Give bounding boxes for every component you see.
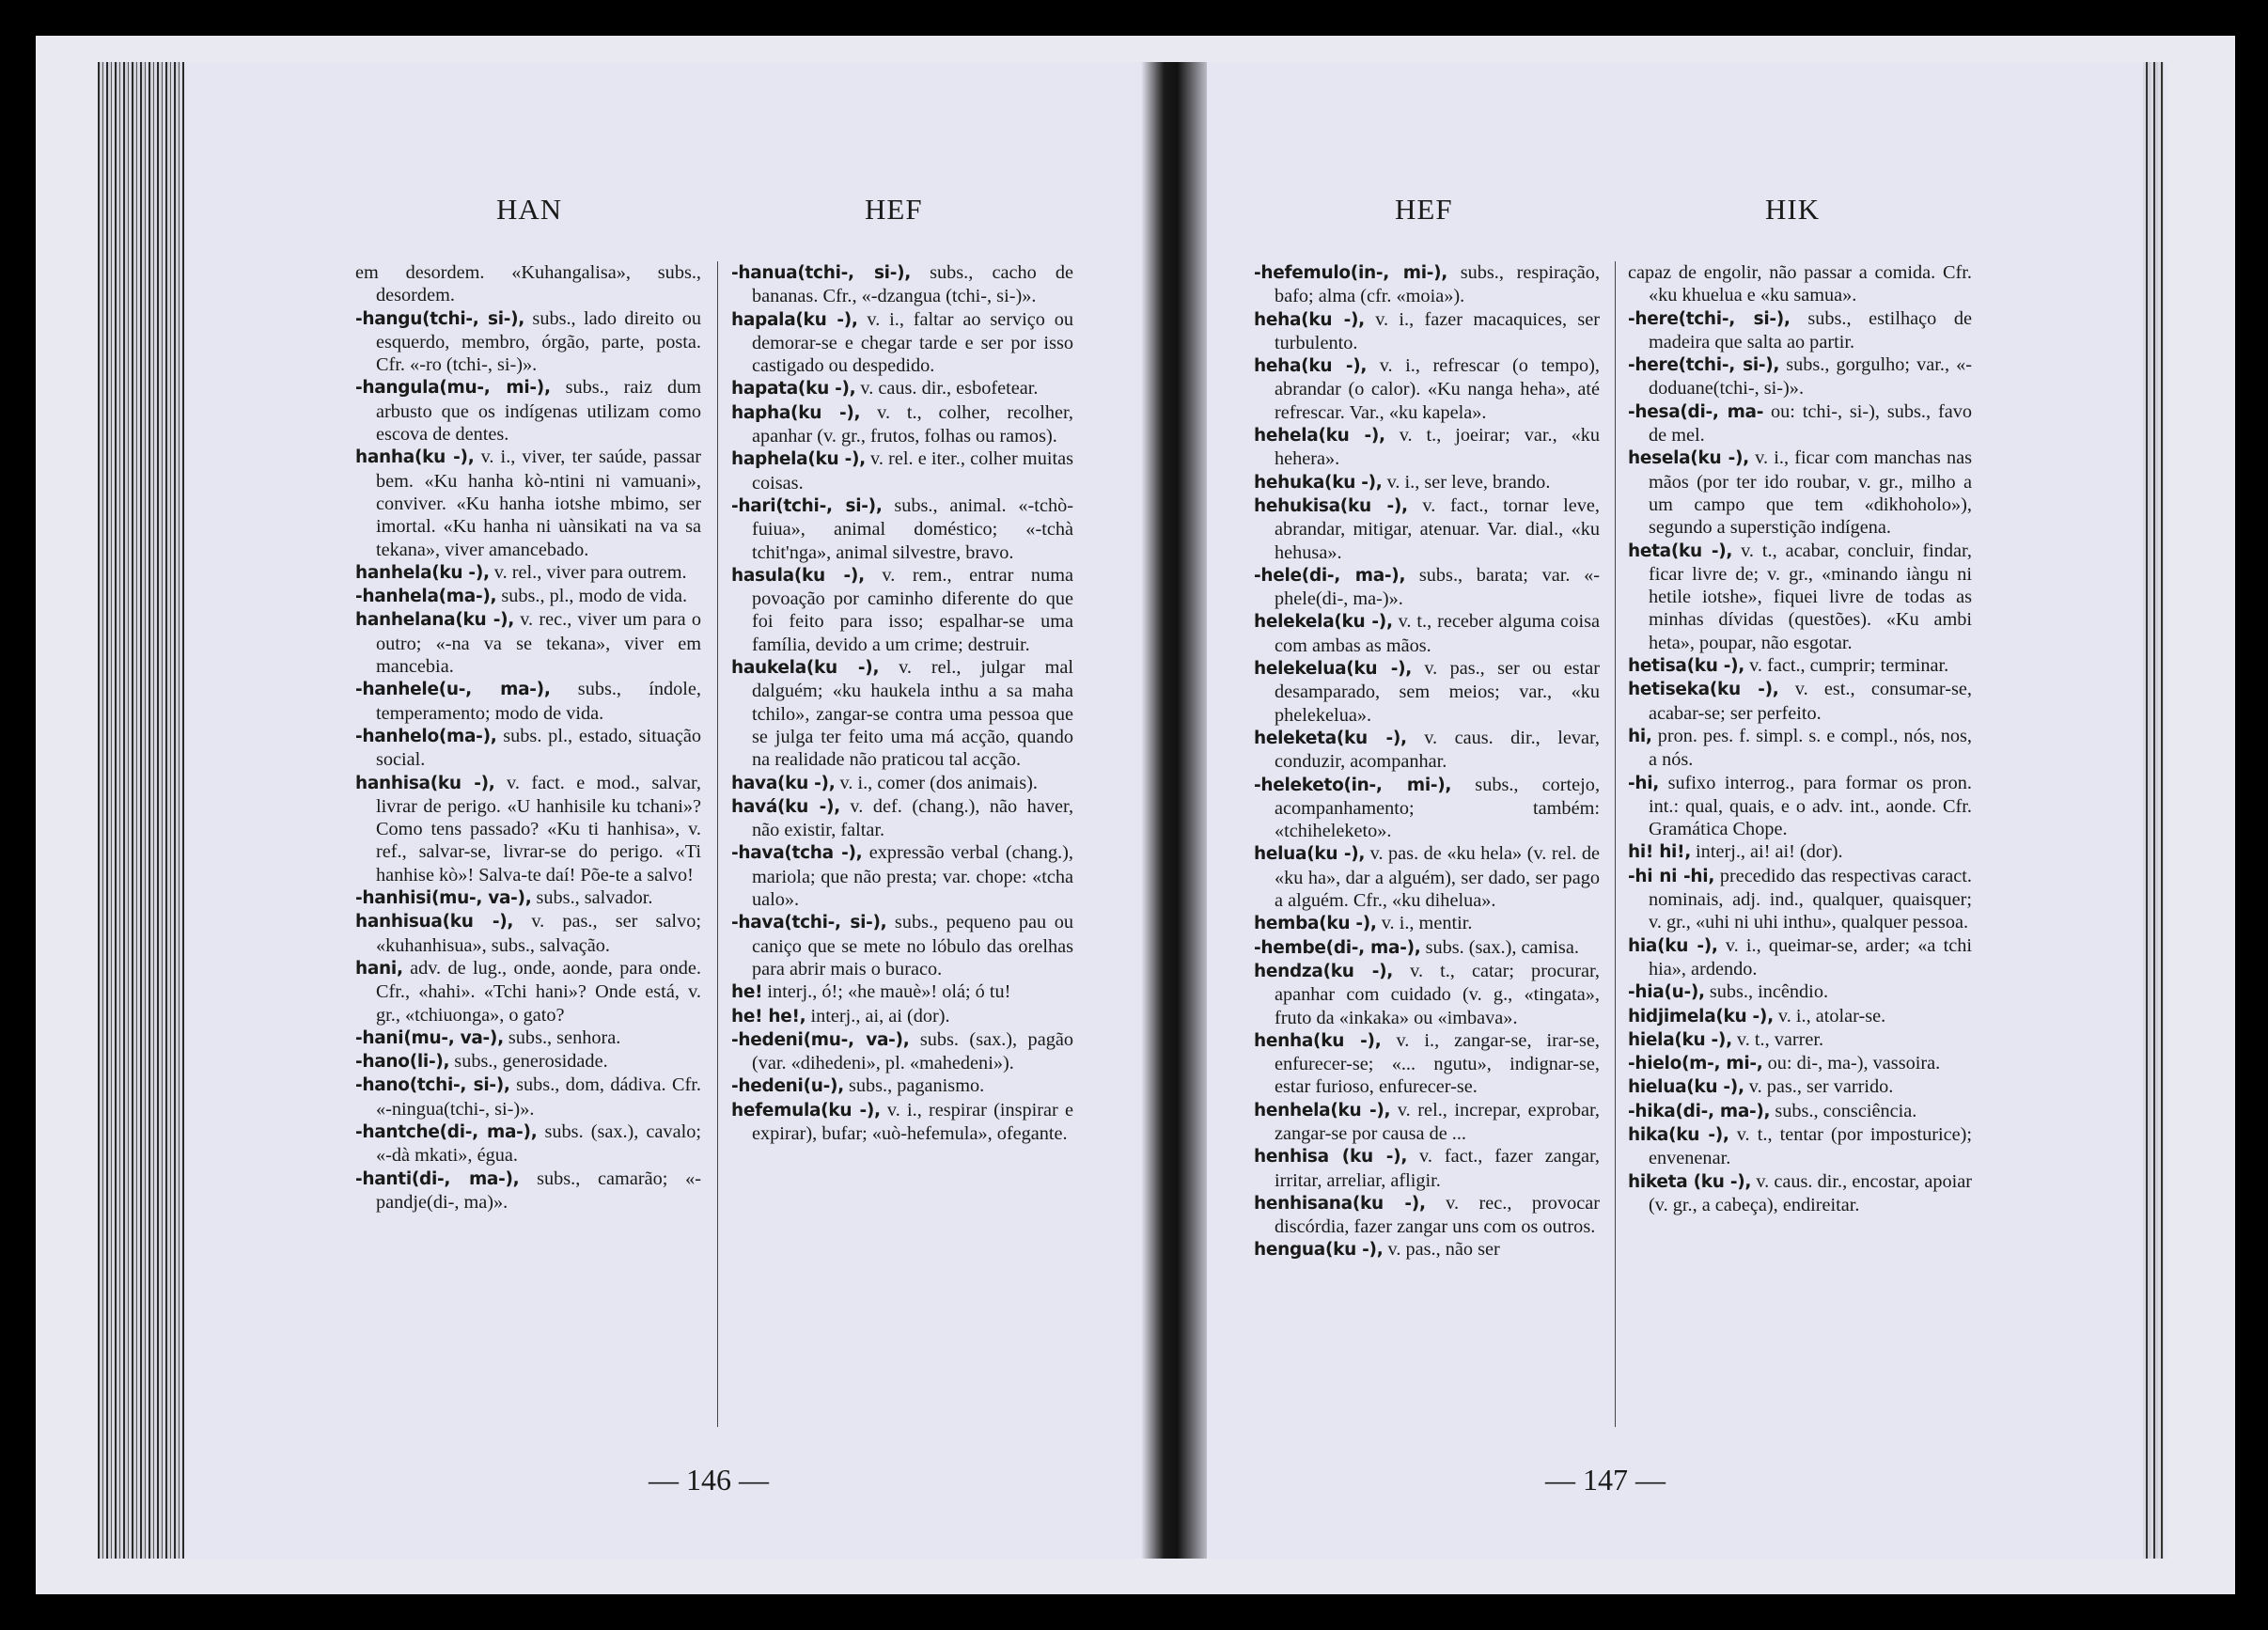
entry-definition: pron. pes. f. simpl. s. e compl., nós, nos, a nós. <box>1649 725 1972 771</box>
entry-headword: hanhelana(ku -), <box>355 610 514 631</box>
dictionary-entry <box>1254 424 1600 471</box>
entry-headword: -hesa(di-, ma- <box>1628 401 1764 422</box>
dictionary-entry <box>1628 1170 1972 1217</box>
entry-headword: -hedeni(u-), <box>731 1076 844 1097</box>
entry-headword: hetisa(ku -), <box>1628 656 1745 677</box>
dictionary-entry <box>1628 307 1972 354</box>
entry-headword: hetiseka(ku -), <box>1628 680 1779 700</box>
entry-headword: -hari(tchi-, si-), <box>731 495 883 516</box>
entry-definition: subs. pl., estado, situação social. <box>376 725 701 771</box>
left-page-header-right: HEF <box>865 193 923 226</box>
entry-headword: hapha(ku -), <box>731 402 861 423</box>
dictionary-entry <box>355 585 701 608</box>
entry-headword: -hangula(mu-, mi-), <box>355 378 551 399</box>
dictionary-entry <box>731 911 1073 980</box>
entry-headword: -here(tchi-, si-), <box>1628 308 1791 329</box>
entry-headword: -hanhela(ma-), <box>355 587 497 607</box>
entry-definition: adv. de lug., onde, aonde, para onde. Cfr., «hahi». «Tchi hani»? Onde está, v. gr., «tchiuonga», o gato? <box>376 957 701 1026</box>
dictionary-entry <box>731 772 1073 795</box>
dictionary-entry <box>355 678 701 725</box>
entry-definition: v. pas. de «ku hela» (v. rel. de «ku ha», dar a alguém), ser dado, ser pago a alguém. Cfr., «ku dihelua». <box>1275 843 1600 912</box>
entry-definition: v. pas., ser ou estar desamparado, sem meios; var., «ku phelekelua». <box>1275 658 1600 726</box>
dictionary-entry <box>731 401 1073 448</box>
entry-definition: v. i., respirar (inspirar e expirar), bufar; «uò-hefemula», ofegante. <box>752 1099 1073 1144</box>
entry-headword: -hika(di-, ma-), <box>1628 1101 1771 1121</box>
dictionary-entry <box>1254 261 1600 308</box>
entry-headword: heta(ku -), <box>1628 541 1733 561</box>
entry-headword: hendza(ku -), <box>1254 961 1394 981</box>
entry-definition: em desordem. «Kuhangalisa», subs., desordem. <box>355 262 701 306</box>
right-page-edge <box>2143 62 2164 1559</box>
entry-definition: sufixo interrog., para formar os pron. int.: qual, quais, e o adv. int., aonde. Cfr. Gramática Chope. <box>1649 772 1972 840</box>
entry-definition: subs., incêndio. <box>1709 981 1829 1003</box>
entry-headword: hidjimela(ku -), <box>1628 1006 1774 1027</box>
entry-definition: v. rec., viver um para o outro; «-na va se tekana», viver em mancebia. <box>376 609 701 678</box>
dictionary-entry <box>1628 261 1972 307</box>
dictionary-entry <box>1254 1099 1600 1146</box>
dictionary-entry <box>731 261 1073 308</box>
left-page-number: — 146 — <box>649 1463 769 1497</box>
dictionary-entry <box>355 1050 701 1074</box>
entry-headword: -hielo(m-, mi-, <box>1628 1054 1763 1074</box>
entry-headword: -here(tchi-, si-), <box>1628 355 1780 376</box>
entry-definition: v. i., queimar-se, arder; «a tchi hia», ardendo. <box>1649 934 1972 980</box>
entry-headword: -hanhele(u-, ma-), <box>355 680 551 700</box>
entry-headword: hiketa (ku -), <box>1628 1171 1752 1192</box>
entry-headword: hapata(ku -), <box>731 379 856 400</box>
dictionary-entry <box>355 376 701 446</box>
dictionary-entry <box>1254 1029 1600 1099</box>
dictionary-entry <box>1628 1075 1972 1099</box>
entry-headword: henha(ku -), <box>1254 1030 1382 1051</box>
dictionary-entry <box>1254 471 1600 494</box>
entry-headword: hanha(ku -), <box>355 447 475 468</box>
dictionary-entry <box>731 308 1073 378</box>
entry-headword: hika(ku -), <box>1628 1124 1729 1145</box>
entry-headword: hiela(ku -), <box>1628 1029 1732 1050</box>
entry-definition: v. t., colher, recolher, apanhar (v. gr., frutos, folhas ou ramos). <box>752 401 1074 447</box>
dictionary-entry <box>355 1121 701 1168</box>
dictionary-entry <box>1254 354 1600 424</box>
entry-headword: henhisa (ku -), <box>1254 1147 1408 1168</box>
entry-definition: subs., consciência. <box>1775 1100 1917 1121</box>
entry-headword: -hanti(di-, ma-), <box>355 1168 520 1189</box>
dictionary-entry <box>1628 840 1972 864</box>
entry-definition: subs., gorgulho; var., «-doduane(tchi-, si-)». <box>1649 354 1972 400</box>
entry-definition: precedido das respectivas caract. nominais, adj. ind., qualquer, quaisquer; v. gr., «uhi ni uhi inthu», qualquer pessoa. <box>1649 865 1972 933</box>
entry-headword: heleketa(ku -), <box>1254 728 1407 748</box>
entry-definition: v. t., receber alguma coisa com ambas as mãos. <box>1275 611 1600 656</box>
dictionary-entry <box>1628 400 1972 447</box>
entry-definition: subs. (sax.), camisa. <box>1425 936 1579 958</box>
entry-definition: v. caus. dir., levar, conduzir, acompanhar. <box>1275 727 1600 773</box>
dictionary-entry <box>1254 1192 1600 1239</box>
entry-headword: -hi ni -hi, <box>1628 866 1715 886</box>
entry-definition: v. rem., entrar numa povoação por caminho diferente do que foi feito para isso; espalhar-se uma família, devido a um crime; destruir. <box>752 564 1073 655</box>
left-page-column-2 <box>731 261 1073 1145</box>
dictionary-entry <box>1254 727 1600 774</box>
entry-headword: -hanhelo(ma-), <box>355 726 497 746</box>
entry-headword: henhisana(ku -), <box>1254 1193 1426 1214</box>
entry-definition: v. i., ser leve, brando. <box>1386 471 1551 493</box>
left-page-column-1 <box>355 261 701 1214</box>
column-divider <box>1615 261 1616 1427</box>
entry-definition: v. rel., julgar mal dalguém; «ku haukela inthu a sa maha tchilo», zangar-se contra uma pessoa que se julga ter feito uma má acção, quando na realidade não praticou tal acção. <box>752 657 1073 771</box>
dictionary-entry <box>1628 353 1972 400</box>
entry-headword: -hano(li-), <box>355 1052 450 1073</box>
entry-headword: -heleketo(in-, mi-), <box>1254 775 1452 795</box>
dictionary-entry <box>355 261 701 307</box>
right-page-number: — 147 — <box>1545 1463 1666 1497</box>
entry-definition: v. i., refrescar (o tempo), abrandar (o calor). «Ku nanga heha», até refrescar. Var., «ku kapela». <box>1275 355 1600 423</box>
entry-headword: hava(ku -), <box>731 773 836 793</box>
dictionary-entry <box>1628 540 1972 654</box>
dictionary-entry <box>1254 1145 1600 1192</box>
entry-definition: v. est., consumar-se, acabar-se; ser perfeito. <box>1649 679 1972 724</box>
entry-headword: henhela(ku -), <box>1254 1100 1391 1121</box>
right-page-header-right: HIK <box>1765 193 1821 226</box>
entry-definition: subs., paganismo. <box>848 1075 985 1097</box>
entry-definition: subs., dom, dádiva. Cfr. «-ningua(tchi-, si-)». <box>376 1074 701 1120</box>
entry-headword: -hembe(di-, ma-), <box>1254 937 1421 958</box>
entry-headword: -hi, <box>1628 773 1660 793</box>
dictionary-entry <box>1628 1028 1972 1052</box>
entry-definition: subs., respiração, bafo; alma (cfr. «moia»). <box>1275 262 1601 307</box>
entry-definition: v. i., ficar com manchas nas mãos (por ter ido roubar, v. gr., milho a um campo que tem «dikhoholo»), segundo a superstição indígena. <box>1649 447 1972 539</box>
entry-definition: subs., raiz dum arbusto que os indígenas utilizam como escova de dentes. <box>376 377 701 446</box>
entry-definition: v. t., varrer. <box>1736 1028 1824 1050</box>
entry-definition: subs., cacho de bananas. Cfr., «-dzangua (tchi-, si-)». <box>752 262 1074 307</box>
dictionary-entry <box>1628 1123 1972 1170</box>
dictionary-entry <box>355 561 701 585</box>
entry-definition: subs., estilhaço de madeira que salta ao partir. <box>1649 307 1973 353</box>
entry-definition: v. fact., cumprir; terminar. <box>1749 655 1949 677</box>
entry-definition: subs., senhora. <box>508 1027 621 1048</box>
entry-headword: hia(ku -), <box>1628 935 1718 956</box>
entry-headword: hanhisua(ku -), <box>355 912 514 933</box>
entry-definition: v. def. (chang.), não haver, não existir, faltar. <box>752 795 1074 841</box>
entry-definition: expressão verbal (chang.), mariola; que não presta; var. chope: «tcha ualo». <box>752 842 1074 911</box>
dictionary-entry <box>1628 654 1972 678</box>
entry-headword: -hanua(tchi-, si-), <box>731 263 911 283</box>
dictionary-entry <box>1254 842 1600 912</box>
entry-definition: subs., generosidade. <box>454 1051 608 1073</box>
entry-definition: v. i., zangar-se, irar-se, enfurecer-se; «... ngutu», indignar-se, estar furioso, enfurecer-se. <box>1275 1029 1600 1098</box>
entry-headword: hanhisa(ku -), <box>355 773 495 793</box>
dictionary-entry <box>355 307 701 377</box>
dictionary-entry <box>1254 610 1600 657</box>
book-gutter <box>1141 62 1207 1559</box>
dictionary-entry <box>355 1074 701 1121</box>
dictionary-entry <box>1254 564 1600 611</box>
dictionary-entry <box>731 656 1073 771</box>
entry-definition: v. i., comer (dos animais). <box>839 772 1038 793</box>
right-page-column-1 <box>1254 261 1600 1262</box>
right-page-column-2 <box>1628 261 1972 1216</box>
dictionary-entry <box>1254 936 1600 960</box>
dictionary-entry <box>731 564 1073 656</box>
dictionary-entry <box>355 1168 701 1215</box>
entry-definition: subs. (sax.), pagão (var. «dihedeni», pl. «mahedeni»). <box>752 1028 1073 1074</box>
entry-headword: hehukisa(ku -), <box>1254 495 1408 516</box>
entry-definition: subs., lado direito ou esquerdo, membro, órgão, parte, posta. Cfr. «-ro (tchi-, si-)». <box>376 307 702 376</box>
dictionary-entry <box>731 494 1073 564</box>
dictionary-entry <box>1628 934 1972 981</box>
entry-definition: interj., ó!; «he mauè»! olá; ó tu! <box>767 981 1011 1003</box>
entry-definition: subs., camarão; «-pandje(di-, ma)». <box>376 1168 701 1213</box>
entry-headword: -hani(mu-, va-), <box>355 1027 504 1048</box>
entry-definition: v. rel. e iter., colher muitas coisas. <box>752 448 1074 494</box>
entry-headword: hasula(ku -), <box>731 565 865 586</box>
entry-headword: haphela(ku -), <box>731 449 866 470</box>
left-page-header-left: HAN <box>496 193 563 226</box>
dictionary-entry <box>1254 912 1600 935</box>
dictionary-entry <box>731 1028 1073 1075</box>
entry-headword: helekela(ku -), <box>1254 612 1393 633</box>
entry-headword: hehela(ku -), <box>1254 426 1385 447</box>
entry-definition: v. fact. e mod., salvar, livrar de perigo. «U hanhisile ku tchani»? Como tens passado? «Ku ti hanhisa», v. ref., salvar-se, livrar-se do perigo. «Ti hanhise kò»! Salva-te daí! Põe-te a salvo! <box>376 772 701 886</box>
entry-definition: subs., salvador. <box>536 887 653 909</box>
entry-definition: v. i., mentir. <box>1381 913 1473 934</box>
entry-definition: v. t., catar; procurar, apanhar com cuidado (v. g., «tingata», fruto da «inkaka» ou «imbava». <box>1275 960 1601 1028</box>
dictionary-entry <box>731 795 1073 842</box>
entry-definition: v. rec., provocar discórdia, fazer zangar uns com os outros. <box>1275 1192 1600 1238</box>
entry-definition: capaz de engolir, não passar a comida. Cfr. «ku khuelua e «ku samua». <box>1628 262 1972 306</box>
entry-definition: v. t., joeirar; var., «ku hehera». <box>1275 425 1600 470</box>
dictionary-entry <box>1254 308 1600 355</box>
dictionary-entry <box>355 957 701 1027</box>
entry-headword: helua(ku -), <box>1254 844 1366 865</box>
entry-headword: hehuka(ku -), <box>1254 472 1383 493</box>
dictionary-entry <box>355 725 701 772</box>
dictionary-entry <box>1628 678 1972 725</box>
entry-headword: -hele(di-, ma-), <box>1254 565 1406 586</box>
entry-definition: ou: tchi-, si-), subs., favo de mel. <box>1649 400 1972 447</box>
entry-headword: hi, <box>1628 726 1652 746</box>
entry-headword: hemba(ku -), <box>1254 914 1377 934</box>
entry-headword: -hanhisi(mu-, va-), <box>355 888 532 909</box>
dictionary-entry <box>355 1027 701 1050</box>
entry-definition: interj., ai, ai (dor). <box>810 1005 950 1027</box>
column-divider <box>717 261 718 1427</box>
entry-definition: subs., índole, temperamento; modo de vida. <box>376 679 701 724</box>
entry-definition: v. i., faltar ao serviço ou demorar-se e chegar tarde e ser por isso castigado ou despedido. <box>752 308 1073 377</box>
entry-headword: -hava(tchi-, si-), <box>731 913 887 933</box>
entry-headword: hesela(ku -), <box>1628 448 1749 469</box>
dictionary-entry <box>731 447 1073 494</box>
entry-headword: -hano(tchi-, si-), <box>355 1075 510 1096</box>
entry-headword: hengua(ku -), <box>1254 1240 1384 1261</box>
dictionary-entry <box>1628 1052 1972 1075</box>
dictionary-entry <box>731 1099 1073 1146</box>
entry-definition: v. rel., increpar, exprobar, zangar-se por causa de ... <box>1275 1099 1600 1144</box>
entry-definition: v. pas., ser salvo; «kuhanhisua», subs., salvação. <box>376 911 701 956</box>
entry-definition: subs., animal. «-tchò-fuiua», animal doméstico; «-tchà tchit'nga», animal silvestre, bravo. <box>752 494 1073 563</box>
entry-definition: v. i., atolar-se. <box>1777 1005 1886 1027</box>
dictionary-entry <box>355 608 701 678</box>
entry-definition: v. fact., fazer zangar, irritar, arreliar, afligir. <box>1275 1146 1600 1191</box>
dictionary-entry <box>731 841 1073 911</box>
entry-headword: heha(ku -), <box>1254 309 1365 330</box>
entry-headword: hi! hi!, <box>1628 842 1691 863</box>
dictionary-entry <box>731 980 1073 1004</box>
dictionary-entry <box>1254 657 1600 727</box>
entry-definition: v. t., tentar (por imposturice); envenenar. <box>1649 1123 1973 1169</box>
entry-definition: v. i., fazer macaquices, ser turbulento. <box>1275 308 1600 353</box>
entry-definition: subs. (sax.), cavalo; «-dà mkati», égua. <box>376 1121 701 1167</box>
dictionary-entry <box>355 910 701 957</box>
dictionary-entry <box>1254 960 1600 1029</box>
entry-headword: hapala(ku -), <box>731 309 858 330</box>
entry-definition: v. t., acabar, concluir, findar, ficar livre de; v. gr., «minando iàngu ni hetile iotshe», fiquei livre de todas as minhas dívidas (questões). «Ku ambi heta», poupar, não esgotar. <box>1649 540 1973 653</box>
dictionary-entry <box>1628 447 1972 539</box>
entry-headword: -hantche(di-, ma-), <box>355 1121 538 1142</box>
entry-headword: heha(ku -), <box>1254 356 1368 377</box>
entry-definition: subs., pequeno pau ou caniço que se mete no lóbulo das orelhas para abrir mais o buraco. <box>752 912 1073 980</box>
dictionary-entry <box>1254 774 1600 843</box>
entry-headword: -hia(u-), <box>1628 982 1705 1003</box>
entry-headword: hani, <box>355 958 403 979</box>
left-page-edge <box>98 62 184 1559</box>
entry-headword: -hangu(tchi-, si-), <box>355 308 524 329</box>
entry-definition: v. caus. dir., esbofetear. <box>860 378 1039 400</box>
dictionary-entry <box>355 772 701 886</box>
entry-definition: v. rel., viver para outrem. <box>493 561 687 583</box>
entry-headword: hanhela(ku -), <box>355 562 490 583</box>
entry-definition: subs., pl., modo de vida. <box>501 586 688 607</box>
dictionary-entry <box>1254 494 1600 564</box>
right-page-header-left: HEF <box>1395 193 1453 226</box>
entry-headword: hielua(ku -), <box>1628 1077 1744 1098</box>
dictionary-entry <box>1628 865 1972 934</box>
entry-headword: he! <box>731 982 763 1003</box>
dictionary-entry <box>731 1005 1073 1028</box>
dictionary-entry <box>1254 1238 1600 1262</box>
entry-definition: v. pas., não ser <box>1387 1239 1500 1261</box>
entry-headword: haukela(ku -), <box>731 658 880 679</box>
entry-headword: -hava(tcha -), <box>731 843 863 864</box>
dictionary-entry <box>1628 1100 1972 1123</box>
dictionary-entry <box>1628 1005 1972 1028</box>
entry-definition: v. fact., tornar leve, abrandar, mitigar, atenuar. Var. dial., «ku hehusa». <box>1275 494 1600 563</box>
entry-definition: interj., ai! ai! (dor). <box>1696 841 1843 863</box>
entry-headword: hefemula(ku -), <box>731 1100 881 1121</box>
dictionary-entry <box>1628 980 1972 1004</box>
dictionary-entry <box>1628 772 1972 841</box>
entry-definition: ou: di-, ma-), vassoira. <box>1767 1053 1941 1074</box>
dictionary-entry <box>731 1074 1073 1098</box>
entry-headword: -hedeni(mu-, va-), <box>731 1029 910 1050</box>
entry-definition: v. i., viver, ter saúde, passar bem. «Ku hanha kò-ntini ni vamuani», conviver. «Ku hanha iotshe mbimo, ser imortal. «Ku hanha ni uànsikati na va sa tekana», viver amancebado. <box>376 447 701 560</box>
entry-headword: havá(ku -), <box>731 796 840 817</box>
entry-definition: subs., cortejo, acompanhamento; também: «tchiheleketo». <box>1275 774 1601 842</box>
entry-headword: he! he!, <box>731 1006 806 1027</box>
entry-definition: subs., barata; var. «-phele(di-, ma-)». <box>1275 564 1600 610</box>
dictionary-entry <box>731 377 1073 400</box>
entry-headword: helekelua(ku -), <box>1254 659 1412 680</box>
entry-definition: v. caus. dir., encostar, apoiar (v. gr., a cabeça), endireitar. <box>1649 1170 1972 1215</box>
entry-definition: v. pas., ser varrido. <box>1748 1076 1894 1098</box>
dictionary-entry <box>355 446 701 560</box>
entry-headword: -hefemulo(in-, mi-), <box>1254 263 1448 283</box>
dictionary-entry <box>1628 725 1972 772</box>
dictionary-entry <box>355 886 701 910</box>
